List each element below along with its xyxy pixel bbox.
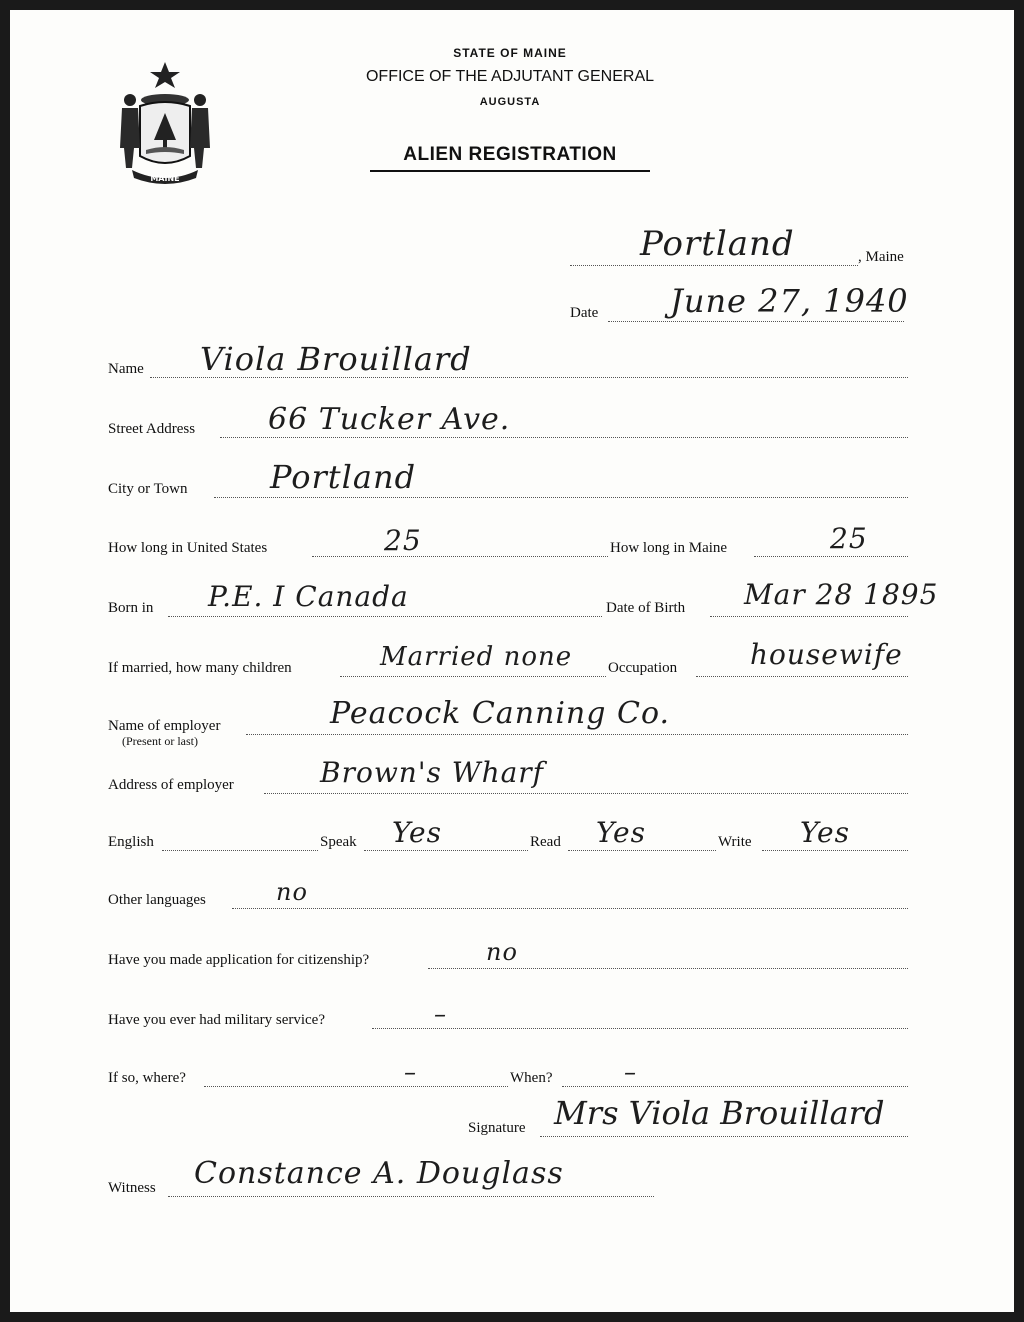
write-value: Yes bbox=[800, 816, 850, 849]
born-in-line bbox=[168, 616, 602, 617]
born-in-value: P.E. I Canada bbox=[208, 580, 409, 613]
employer-value: Peacock Canning Co. bbox=[330, 696, 671, 731]
military-label: Have you ever had military service? bbox=[108, 1012, 325, 1028]
state-of-maine-seal-icon bbox=[110, 58, 220, 188]
when-label: When? bbox=[510, 1070, 553, 1086]
occupation-value: housewife bbox=[750, 638, 903, 671]
speak-line bbox=[364, 850, 528, 851]
city-value: Portland bbox=[270, 458, 417, 496]
city-label: City or Town bbox=[108, 481, 188, 497]
where-line bbox=[204, 1086, 508, 1087]
name-label: Name bbox=[108, 361, 144, 377]
page-title: ALIEN REGISTRATION bbox=[403, 144, 617, 165]
military-line bbox=[372, 1028, 908, 1029]
where-value: – bbox=[404, 1058, 417, 1086]
read-value: Yes bbox=[596, 816, 646, 849]
signature-value: Mrs Viola Brouillard bbox=[554, 1094, 885, 1132]
street-line bbox=[220, 437, 908, 438]
maine-label: , Maine bbox=[858, 249, 904, 265]
write-line bbox=[762, 850, 908, 851]
english-label: English bbox=[108, 834, 154, 850]
speak-label: Speak bbox=[320, 834, 357, 850]
dob-line bbox=[710, 616, 908, 617]
witness-value: Constance A. Douglass bbox=[194, 1156, 564, 1191]
speak-value: Yes bbox=[392, 816, 442, 849]
signature-line bbox=[540, 1136, 908, 1137]
married-label: If married, how many children bbox=[108, 660, 292, 676]
when-value: – bbox=[624, 1058, 637, 1086]
long-maine-label: How long in Maine bbox=[610, 540, 728, 556]
long-maine-value: 25 bbox=[830, 522, 868, 555]
city-line bbox=[214, 497, 908, 498]
other-lang-line bbox=[232, 908, 908, 909]
header-office: OFFICE OF THE ADJUTANT GENERAL bbox=[365, 68, 655, 85]
occupation-line bbox=[696, 676, 908, 677]
where-label: If so, where? bbox=[108, 1070, 186, 1086]
street-value: 66 Tucker Ave. bbox=[268, 402, 511, 437]
dob-label: Date of Birth bbox=[606, 600, 686, 616]
married-line bbox=[340, 676, 606, 677]
employer-label: Name of employer bbox=[108, 718, 221, 734]
married-value: Married none bbox=[380, 642, 573, 672]
date-value: June 27, 1940 bbox=[670, 282, 909, 320]
title-underline bbox=[370, 170, 650, 172]
town-line bbox=[570, 265, 858, 266]
occupation-label: Occupation bbox=[608, 660, 678, 676]
when-line bbox=[562, 1086, 908, 1087]
read-line bbox=[568, 850, 716, 851]
long-us-label: How long in United States bbox=[108, 540, 268, 556]
witness-line bbox=[168, 1196, 654, 1197]
header-city: AUGUSTA bbox=[479, 96, 541, 108]
long-us-line bbox=[312, 556, 608, 557]
seal-text: MAINE bbox=[150, 174, 180, 183]
long-maine-line bbox=[754, 556, 908, 557]
employer-addr-value: Brown's Wharf bbox=[320, 756, 545, 789]
signature-label: Signature bbox=[468, 1120, 526, 1136]
citizenship-label: Have you made application for citizenship? bbox=[108, 952, 370, 968]
read-label: Read bbox=[530, 834, 561, 850]
born-in-label: Born in bbox=[108, 600, 154, 616]
employer-addr-line bbox=[264, 793, 908, 794]
write-label: Write bbox=[718, 834, 752, 850]
employer-line bbox=[246, 734, 908, 735]
citizenship-line bbox=[428, 968, 908, 969]
citizenship-value: no bbox=[486, 938, 518, 966]
header-state: STATE OF MAINE bbox=[453, 46, 567, 60]
military-value: – bbox=[434, 1000, 447, 1028]
other-lang-value: no bbox=[276, 878, 308, 906]
dob-value: Mar 28 1895 bbox=[744, 578, 939, 611]
long-us-value: 25 bbox=[384, 524, 422, 557]
employer-addr-label: Address of employer bbox=[108, 777, 234, 793]
english-line bbox=[162, 850, 318, 851]
employer-note: (Present or last) bbox=[122, 734, 198, 748]
street-label: Street Address bbox=[108, 421, 196, 437]
other-lang-label: Other languages bbox=[108, 892, 206, 908]
date-label: Date bbox=[570, 305, 599, 321]
town-value: Portland bbox=[640, 224, 795, 264]
name-value: Viola Brouillard bbox=[200, 340, 472, 378]
witness-label: Witness bbox=[108, 1180, 156, 1196]
date-line bbox=[608, 321, 904, 322]
registration-form bbox=[10, 10, 1014, 1312]
